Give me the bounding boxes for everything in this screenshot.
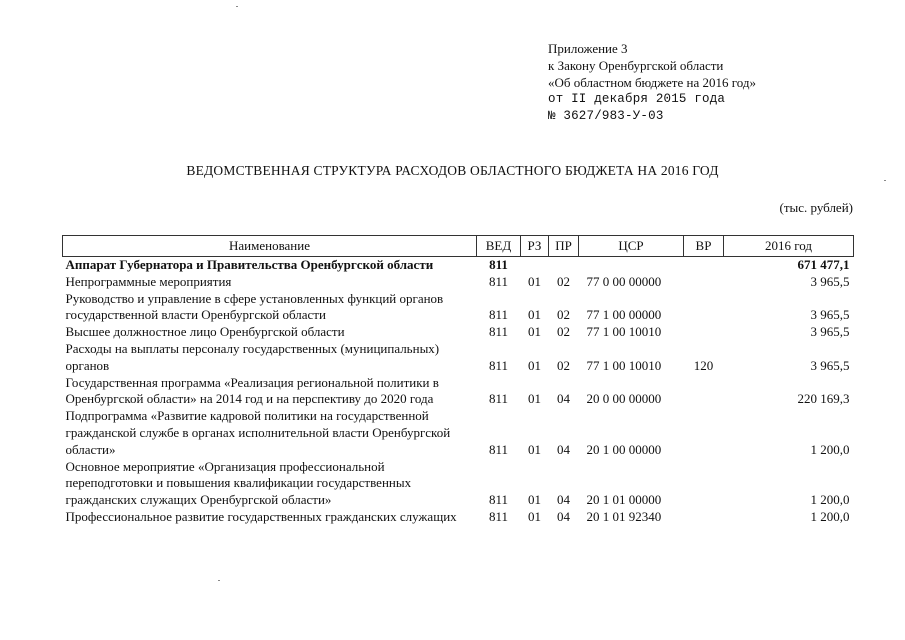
cell-pr: 02 <box>557 307 570 323</box>
cell-ved: 811 <box>488 307 509 323</box>
cell-rz: 01 <box>528 273 541 289</box>
cell-name: Профессиональное развитие государственных гражданских служащих <box>65 508 457 524</box>
table-header-row <box>63 236 854 257</box>
table-row <box>63 459 854 509</box>
cell-vr: 120 <box>693 357 714 373</box>
budget-table <box>62 235 854 526</box>
cell-ved: 811 <box>488 492 509 508</box>
cell-pr: 04 <box>557 492 570 508</box>
cell-vr <box>684 291 724 325</box>
cell-pr: 02 <box>557 273 570 289</box>
table-body <box>63 257 854 526</box>
cell-sum: 1 200,0 <box>810 508 850 524</box>
cell-pr: 02 <box>557 324 570 340</box>
cell-sum: 3 965,5 <box>810 357 850 373</box>
cell-sum: 1 200,0 <box>810 492 850 508</box>
header-vr: ВР <box>684 236 724 257</box>
cell-pr <box>549 257 579 274</box>
cell-ved: 811 <box>488 324 509 340</box>
cell-vr <box>684 375 724 409</box>
cell-sum: 3 965,5 <box>810 324 850 340</box>
cell-csr: 20 1 00 00000 <box>586 441 662 457</box>
cell-sum: 1 200,0 <box>810 441 850 457</box>
cell-rz: 01 <box>528 492 541 508</box>
cell-vr <box>684 459 724 509</box>
cell-vr <box>684 324 724 341</box>
document-title: ВЕДОМСТВЕННАЯ СТРУКТУРА РАСХОДОВ ОБЛАСТНОГО БЮДЖЕТА НА 2016 ГОД <box>186 163 719 178</box>
cell-name: Высшее должностное лицо Оренбургской области <box>65 324 345 340</box>
header-sum: 2016 год <box>724 236 854 257</box>
cell-name: Руководство и управление в сфере установленных функций органов государственной власти Оренбургской области <box>65 290 444 323</box>
cell-name: Аппарат Губернатора и Правительства Оренбургской области <box>65 257 434 272</box>
table-row <box>63 324 854 341</box>
cell-pr: 04 <box>557 508 570 524</box>
units-note: (тыс. рублей) <box>779 200 853 215</box>
cell-vr <box>684 257 724 274</box>
cell-rz: 01 <box>528 508 541 524</box>
cell-name: Государственная программа «Реализация региональной политики в Оренбургской области» на 2014 год и на перспективу до 2020 года <box>65 374 439 407</box>
table-row <box>63 257 854 274</box>
cell-rz: 01 <box>528 441 541 457</box>
table-row <box>63 291 854 325</box>
cell-rz: 01 <box>528 357 541 373</box>
cell-ved: 811 <box>489 257 508 272</box>
table-row <box>63 375 854 409</box>
cell-name: Расходы на выплаты персоналу государственных (муниципальных) органов <box>65 340 440 373</box>
appendix-line-4: от II декабря 2015 года <box>548 92 726 106</box>
cell-ved: 811 <box>488 441 509 457</box>
appendix-line-1: Приложение 3 <box>548 41 628 56</box>
cell-name: Основное мероприятие «Организация профессиональной переподготовки и повышения квалификации государственных гражданских служащих Оренбургской области» <box>65 458 412 508</box>
cell-vr <box>684 408 724 458</box>
cell-ved: 811 <box>488 273 509 289</box>
cell-csr: 20 1 01 00000 <box>586 492 662 508</box>
cell-name: Подпрограмма «Развитие кадровой политики на государственной гражданской службе в органах исполнительной власти Оренбургской области» <box>65 408 451 457</box>
cell-vr <box>684 274 724 291</box>
cell-vr <box>684 509 724 526</box>
cell-rz: 01 <box>528 391 541 407</box>
header-ved: ВЕД <box>477 236 521 257</box>
cell-csr: 20 0 00 00000 <box>586 391 662 407</box>
header-csr: ЦСР <box>579 236 684 257</box>
appendix-line-2: к Закону Оренбургской области <box>548 58 724 73</box>
appendix-line-5: № 3627/983-У-03 <box>548 109 664 123</box>
cell-ved: 811 <box>488 391 509 407</box>
cell-csr: 77 1 00 00000 <box>586 307 662 323</box>
header-rz: РЗ <box>521 236 549 257</box>
cell-pr: 02 <box>557 357 570 373</box>
cell-sum: 671 477,1 <box>797 257 850 272</box>
header-pr: ПР <box>549 236 579 257</box>
appendix-block <box>548 40 756 125</box>
cell-sum: 3 965,5 <box>810 307 850 323</box>
cell-sum: 3 965,5 <box>810 273 850 289</box>
cell-pr: 04 <box>557 441 570 457</box>
cell-ved: 811 <box>488 357 509 373</box>
cell-pr: 04 <box>557 391 570 407</box>
table-row <box>63 341 854 375</box>
appendix-line-3: «Об областном бюджете на 2016 год» <box>548 75 756 90</box>
cell-rz: 01 <box>528 324 541 340</box>
header-name: Наименование <box>63 236 477 257</box>
cell-csr: 77 1 00 10010 <box>586 357 662 373</box>
cell-name: Непрограммные мероприятия <box>65 273 232 289</box>
table-row <box>63 509 854 526</box>
cell-csr <box>579 257 684 274</box>
cell-rz <box>521 257 549 274</box>
cell-ved: 811 <box>488 508 509 524</box>
cell-csr: 77 0 00 00000 <box>586 273 662 289</box>
cell-csr: 77 1 00 10010 <box>586 324 662 340</box>
table-row <box>63 408 854 458</box>
cell-sum: 220 169,3 <box>797 391 850 407</box>
table-row <box>63 274 854 291</box>
cell-rz: 01 <box>528 307 541 323</box>
cell-csr: 20 1 01 92340 <box>586 508 662 524</box>
